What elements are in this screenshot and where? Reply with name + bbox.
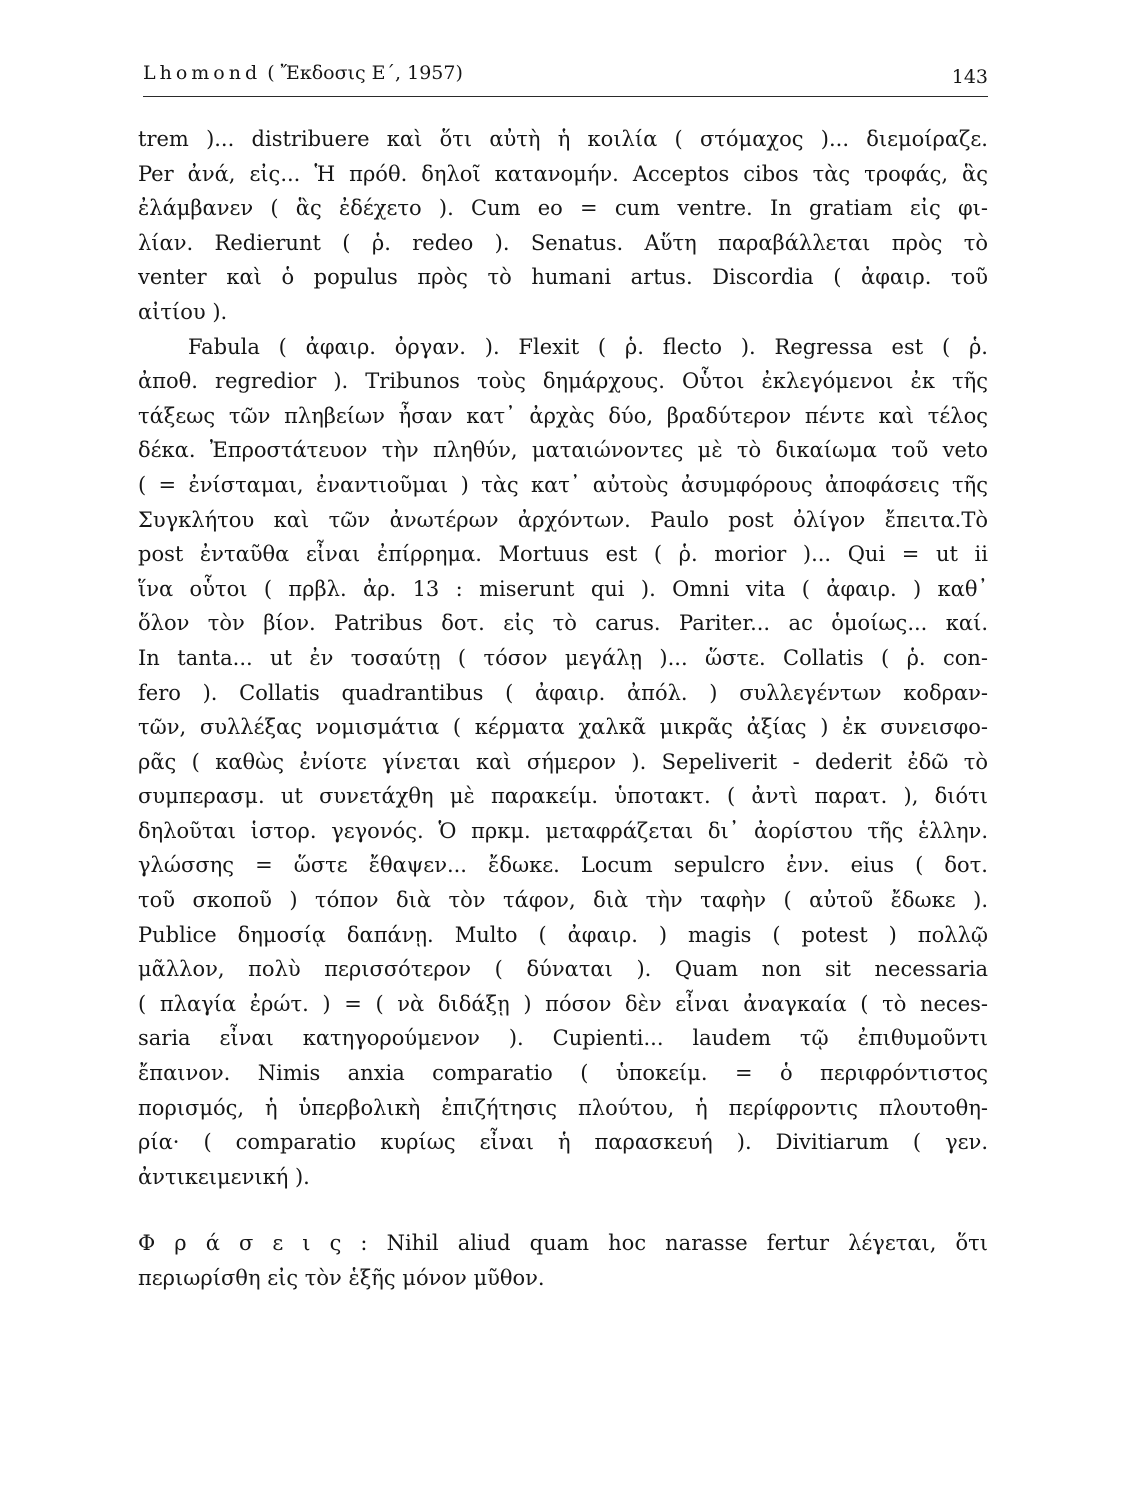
text-line: γλώσσης = ὥστε ἔθαψεν... ἔδωκε. Locum sepulcro ἐνν. eius ( δοτ. (138, 853, 988, 878)
text-line: saria εἶναι κατηγορούμενον ). Cupienti... laudem τῷ ἐπιθυμοῦντι (138, 1026, 988, 1051)
text-line: venter καὶ ὁ populus πρὸς τὸ humani artus. Discordia ( ἀφαιρ. τοῦ (138, 265, 988, 290)
text-line: πορισμός, ἡ ὑπερβολικὴ ἐπιζήτησις πλούτου, ἡ περίφροντις πλουτοθη- (138, 1095, 988, 1120)
text-line: ὅλον τὸν βίον. Patribus δοτ. εἰς τὸ carus. Pariter... ac ὁμοίως... καί. (138, 611, 988, 636)
text-line: ἐλάμβανεν ( ἃς ἐδέχετο ). Cum eo = cum ventre. In gratiam εἰς φι- (138, 196, 988, 221)
running-head (143, 62, 463, 84)
text-line: ἀντικειμενική ). (138, 1164, 310, 1189)
text-line: Per ἀνά, εἰς... Ἡ πρόθ. δηλοῖ κατανομήν. Acceptos cibos τὰς τροφάς, ἃς (138, 161, 988, 186)
text-line: αἰτίου ). (138, 299, 228, 324)
page-number: 143 (951, 66, 988, 88)
text-line: Publice δημοσίᾳ δαπάνῃ. Multo ( ἀφαιρ. ) magis ( potest ) πολλῷ (138, 922, 988, 947)
text-line: fero ). Collatis quadrantibus ( ἀφαιρ. ἀπόλ. ) συλλεγέντων κοδραν- (138, 680, 988, 705)
running-head-author: Lhomond (143, 62, 262, 84)
commentary-text (138, 122, 988, 1296)
phrases-section-start: Φ ρ ά σ ε ι ς : Nihil aliud quam hoc narasse fertur λέγεται, ὅτι (138, 1231, 988, 1256)
text-line: ρία· ( comparatio κυρίως εἶναι ἡ παρασκευή ). Divitiarum ( γεν. (138, 1130, 988, 1155)
text-line: ( = ἐνίσταμαι, ἐναντιοῦμαι ) τὰς κατ᾿ αὐτοὺς ἀσυμφόρους ἀποφάσεις τῆς (138, 472, 988, 497)
text-line: δηλοῦται ἱστορ. γεγονός. Ὁ πρκμ. μεταφράζεται δι᾿ ἀορίστου τῆς ἑλλην. (138, 818, 988, 843)
text-line: Συγκλήτου καὶ τῶν ἀνωτέρων ἀρχόντων. Paulo post ὀλίγον ἔπειτα.Τὸ (138, 507, 988, 532)
text-line: λίαν. Redierunt ( ῥ. redeo ). Senatus. Αὕτη παραβάλλεται πρὸς τὸ (138, 230, 988, 255)
text-line: ἵνα οὗτοι ( πρβλ. ἀρ. 13 : miserunt qui ). Omni vita ( ἀφαιρ. ) καθ᾿ (138, 576, 988, 601)
text-line: In tanta... ut ἐν τοσαύτῃ ( τόσον μεγάλῃ )... ὥστε. Collatis ( ῥ. con- (138, 645, 988, 670)
text-line: περιωρίσθη εἰς τὸν ἑξῆς μόνον μῦθον. (138, 1266, 545, 1290)
text-line: τάξεως τῶν πληβείων ἦσαν κατ᾿ ἀρχὰς δύο, βραδύτερον πέντε καὶ τέλος (138, 403, 988, 428)
text-line: ( πλαγία ἐρώτ. ) = ( νὰ διδάξῃ ) πόσον δὲν εἶναι ἀναγκαία ( τὸ neces- (138, 991, 988, 1016)
text-line: trem )... distribuere καὶ ὅτι αὐτὴ ἡ κοιλία ( στόμαχος )... διεμοίραζε. (138, 127, 988, 151)
text-line: μᾶλλον, πολὺ περισσότερον ( δύναται ). Quam non sit necessaria (138, 957, 988, 982)
running-head-edition: ( Ἔκδοσις Ε΄, 1957) (267, 62, 463, 84)
text-line: συμπερασμ. ut συνετάχθη μὲ παρακείμ. ὑποτακτ. ( ἀντὶ παρατ. ), διότι (138, 784, 988, 809)
paragraph-start-line: Fabula ( ἀφαιρ. ὀργαν. ). Flexit ( ῥ. flecto ). Regressa est ( ῥ. (188, 334, 988, 359)
page-header (143, 56, 988, 97)
text-line: ρᾶς ( καθὼς ἐνίοτε γίνεται καὶ σήμερον ). Sepeliverit - dederit ἐδῶ τὸ (138, 749, 988, 774)
text-line: τοῦ σκοποῦ ) τόπον διὰ τὸν τάφον, διὰ τὴν ταφὴν ( αὐτοῦ ἔδωκε ). (138, 888, 988, 913)
text-line: ἔπαινον. Nimis anxia comparatio ( ὑποκείμ. = ὁ περιφρόντιστος (138, 1061, 988, 1086)
text-line: post ἐνταῦθα εἶναι ἐπίρρημα. Mortuus est ( ῥ. morior )... Qui = ut ii (138, 542, 988, 567)
text-line: ἀποθ. regredior ). Tribunos τοὺς δημάρχους. Οὗτοι ἐκλεγόμενοι ἐκ τῆς (138, 369, 988, 394)
text-line: δέκα. Ἐπροστάτευον τὴν πληθύν, ματαιώνοντες μὲ τὸ δικαίωμα τοῦ veto (138, 438, 988, 463)
text-line: τῶν, συλλέξας νομισμάτια ( κέρματα χαλκᾶ μικρᾶς ἀξίας ) ἐκ συνεισφο- (138, 715, 988, 740)
